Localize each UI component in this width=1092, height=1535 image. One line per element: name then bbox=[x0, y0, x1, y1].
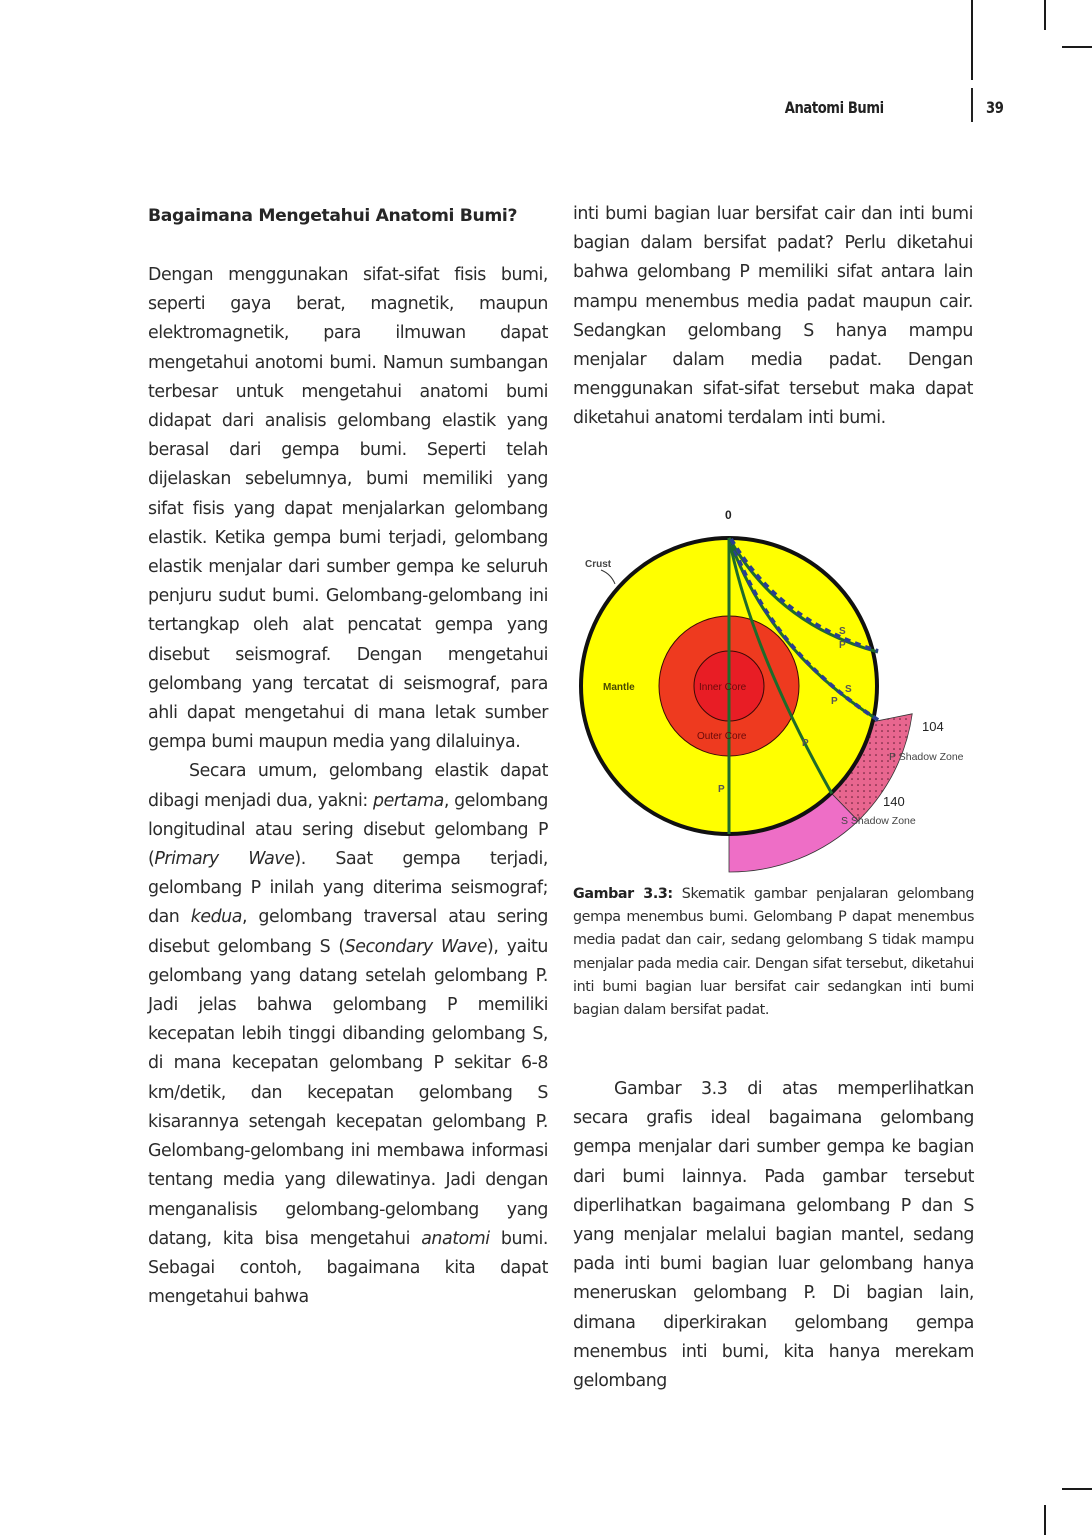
angle-104-label: 104 bbox=[922, 719, 944, 734]
crust-label: Crust bbox=[585, 559, 612, 570]
p-label-straight: P bbox=[718, 784, 725, 795]
paragraph-continued: inti bumi bagian luar bersifat cair dan inti bumi bagian dalam bersifat padat? Perlu diketahui bahwa gelombang P memiliki sifat antara lain mampu menembus media padat maupun cair. Sedangkan gelombang S hanya mampu menjalar dalam media padat. Dengan menggunakan sifat-sifat tersebut maka dapat diketahui anatomi terdalam inti bumi. bbox=[573, 204, 973, 429]
p-shadow-zone-label: P Shadow Zone bbox=[889, 751, 964, 763]
s-label-shallow: S bbox=[839, 626, 846, 637]
crop-mark-top-right-vertical bbox=[1044, 0, 1046, 30]
italic-term: Primary Wave bbox=[154, 849, 295, 870]
section-heading: Bagaimana Mengetahui Anatomi Bumi? bbox=[148, 206, 518, 226]
right-column bbox=[573, 200, 973, 434]
paragraph-intro: Dengan menggunakan sifat-sifat fisis bumi, seperti gaya berat, magnetik, maupun elektromagnetik, para ilmuwan dapat mengetahui anotomi bumi. Namun sumbangan terbesar untuk mengetahui anatomi bumi didapat dari analisis gelombang elastik yang berasal dari gempa bumi. Seperti telah dijelaskan sebelumnya, bumi memiliki yang sifat fisis yang dapat menjalarkan gelombang elastik. Ketika gempa bumi terjadi, gelombang elastik menjalar dari sumber gempa ke seluruh penjuru sudut bumi. Gelombang-gelombang ini tertangkap oleh alat pencatat gempa yang disebut seismograf. Dengan mengetahui gelombang yang tercatat di seismograf, para ahli dapat mengetahui di mana letak sumber gempa bumi maupun media yang dilaluinya. bbox=[148, 265, 548, 753]
text-run: ), yaitu gelombang yang datang setelah gelombang P. Jadi jelas bahwa gelombang P memiliki kecepatan lebih tinggi dibanding gelombang S, di mana kecepatan gelombang P sekitar 6-8 km/detik, dan kecepatan gelombang S kisarannya setengah kecepatan gelombang P. Gelombang-gelombang ini membawa informasi tentang media yang dilewatinya. Jadi dengan menganalisis gelombang-gelombang yang datang, kita bisa mengetahui bbox=[148, 936, 548, 1249]
earth-wave-diagram bbox=[573, 500, 983, 880]
figure-caption bbox=[573, 883, 974, 1022]
mantle-label: Mantle bbox=[603, 682, 635, 693]
angle-140-label: 140 bbox=[883, 794, 905, 809]
s-label-mid: S bbox=[845, 684, 852, 695]
p-label-shallow: P bbox=[839, 640, 846, 651]
caption-text: Skematik gambar penjalaran gelombang gempa menembus bumi. Gelombang P dapat menembus media padat dan cair, sedang gelombang S tidak mampu menjalar pada media cair. Dengan sifat tersebut, diketahui inti bumi bagian luar bersifat cair sedangkan inti bumi bagian dalam bersifat padat. bbox=[573, 886, 974, 1019]
crop-mark-bottom-right-horizontal bbox=[1062, 1488, 1092, 1490]
text-run: bumi. Sebagai contoh, bagaimana kita dapat mengetahui bahwa bbox=[148, 1228, 548, 1308]
italic-term: anatomi bbox=[421, 1228, 490, 1249]
text-run: ). Saat gempa terjadi, gelombang P inilah yang diterima seismograf; dan bbox=[148, 849, 548, 928]
running-header bbox=[785, 96, 1020, 122]
text-run: , gelombang longitudinal atau sering disebut gelombang P ( bbox=[148, 790, 548, 870]
italic-term: kedua bbox=[190, 907, 242, 928]
paragraph-wave-types bbox=[148, 757, 548, 1312]
header-separator bbox=[971, 88, 973, 122]
outer-core-label: Outer Core bbox=[697, 731, 747, 742]
p-label-mid: P bbox=[831, 696, 838, 707]
text-run: Secara umum, gelombang elastik dapat dibagi menjadi dua, yakni: bbox=[148, 761, 548, 811]
text-run: , gelombang traversal atau sering disebut gelombang S ( bbox=[148, 907, 548, 957]
paragraph-figure-explanation: Gambar 3.3 di atas memperlihatkan secara grafis ideal bagaimana gelombang gempa menjalar dari sumber gempa ke bagian dari bumi lainnya. Pada gambar tersebut diperlihatkan bagaimana gelombang P dan S yang menjalar melalui bagian mantel, sedang pada inti bumi bagian luar gelombang hanya meneruskan gelombang P. Di bagian lain, dimana diperkirakan gelombang gempa menembus inti bumi, kita hanya merekam gelombang bbox=[573, 1079, 974, 1392]
p-label-deep: P bbox=[802, 738, 809, 749]
page-number: 39 bbox=[986, 98, 1004, 117]
caption-label: Gambar 3.3: bbox=[573, 886, 673, 902]
crop-mark-top-left bbox=[971, 0, 973, 80]
left-column bbox=[148, 200, 548, 1312]
crust-pointer bbox=[601, 570, 615, 584]
crop-mark-bottom-right-vertical bbox=[1044, 1505, 1046, 1535]
inner-core-label: Inner Core bbox=[699, 682, 747, 693]
earth-cross-section-svg bbox=[573, 500, 983, 880]
italic-term: pertama bbox=[373, 790, 444, 811]
right-column-lower bbox=[573, 1075, 974, 1396]
crop-mark-top-right-horizontal bbox=[1062, 46, 1092, 48]
running-title: Anatomi Bumi bbox=[785, 98, 884, 117]
s-shadow-zone-label: S Shadow Zone bbox=[841, 815, 916, 827]
italic-term: Secondary Wave bbox=[344, 936, 488, 957]
origin-label: 0 bbox=[725, 508, 732, 522]
